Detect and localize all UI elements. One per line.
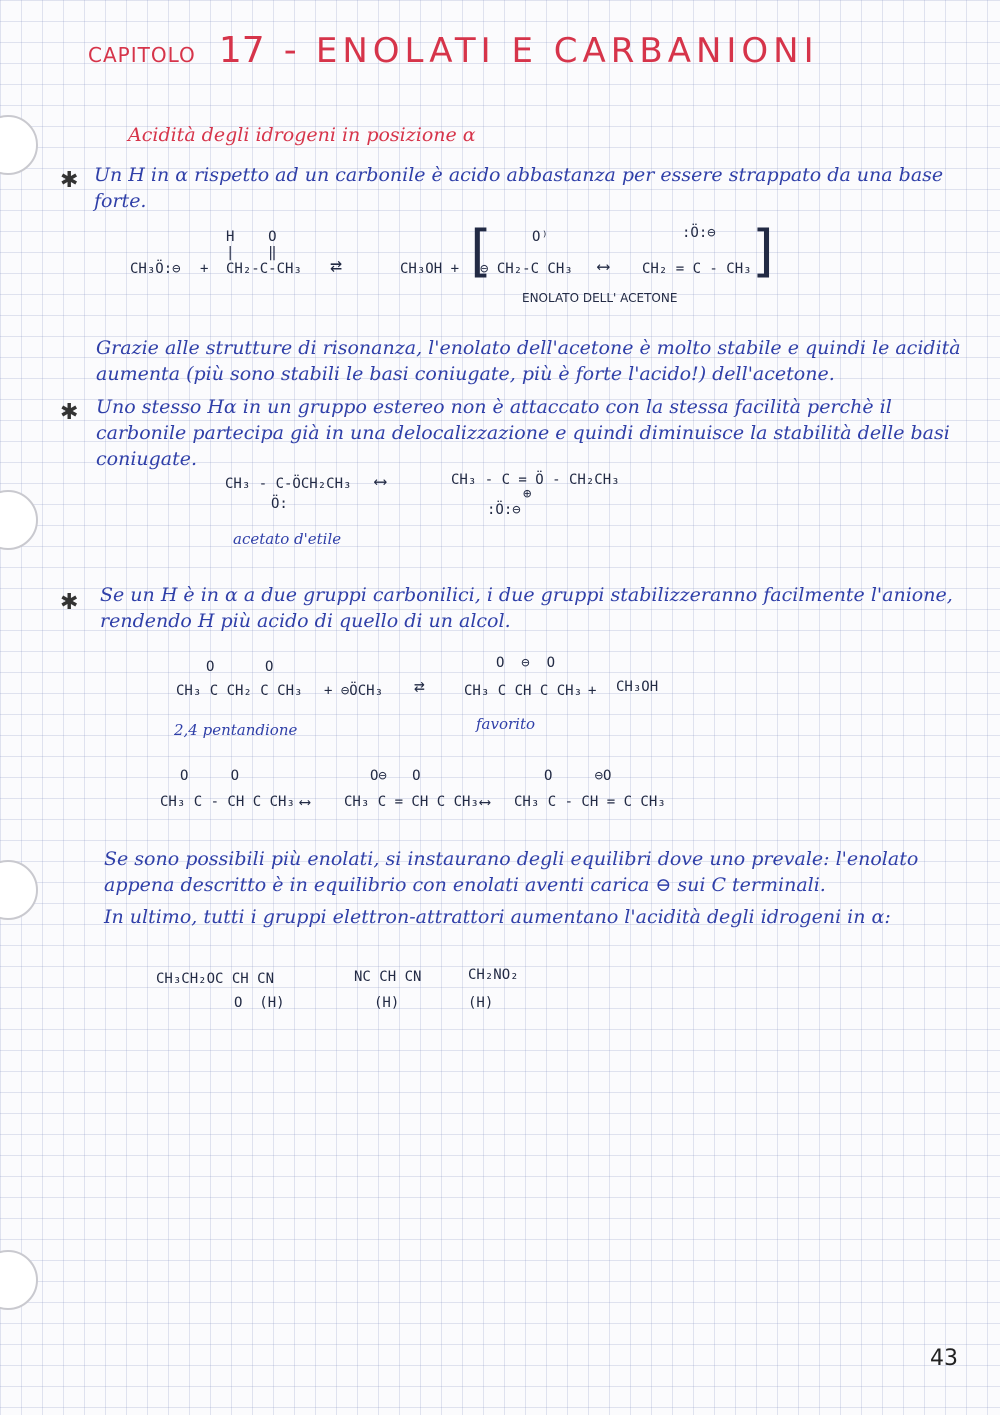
resonance-arrow-icon: ⟷ xyxy=(300,792,310,811)
dione-anion: CH₃ C CH C CH₃ xyxy=(464,683,583,699)
example-2-hydrogen: (H) xyxy=(374,995,400,1011)
resonance-1-top: O⁾ xyxy=(532,229,549,245)
acetone-bonds: | ‖ xyxy=(226,245,277,261)
resonance-arrow-icon: ⟷ xyxy=(480,792,490,811)
example-malononitrile: NC CH CN xyxy=(354,969,422,985)
ester-2-oxygen: :Ö:⊖ xyxy=(487,502,521,518)
binder-hole xyxy=(0,490,38,550)
reaction-2 xyxy=(225,462,645,552)
chapter-title: ENOLATI E CARBANIONI xyxy=(315,31,819,71)
asterisk-bullet-icon: ✱ xyxy=(60,168,79,193)
resonance-b-top: O⊖ O xyxy=(370,768,421,784)
example-ester-nitrile: CH₃CH₂OC CH CN xyxy=(156,971,275,987)
chapter-header xyxy=(88,30,819,71)
ethyl-acetate-caption: acetato d'etile xyxy=(233,530,342,548)
resonance-a-top: O O xyxy=(180,768,240,784)
plus-sign: + xyxy=(200,261,209,277)
methoxide-reagent: + ⊖ÖCH₃ xyxy=(324,683,384,699)
resonance-a: CH₃ C - CH C CH₃ xyxy=(160,794,295,810)
example-3-hydrogen: (H) xyxy=(468,995,494,1011)
resonance-b: CH₃ C = CH C CH₃ xyxy=(344,794,479,810)
resonance-arrow-icon: ⟷ xyxy=(375,471,386,492)
acetone: CH₂-C-CH₃ xyxy=(226,261,302,277)
enolate-caption: ENOLATO DELL' ACETONE xyxy=(522,291,678,305)
resonance-c: CH₃ C - CH = C CH₃ xyxy=(514,794,666,810)
resonance-c-top: O ⊖O xyxy=(544,768,612,784)
example-1-hydrogen: O (H) xyxy=(234,995,285,1011)
resonance-2-top: :Ö:⊖ xyxy=(682,225,716,241)
reaction-4 xyxy=(160,768,666,818)
chapter-label: CAPITOLO xyxy=(88,43,196,67)
binder-hole xyxy=(0,115,38,175)
paragraph-3: In ultimo, tutti i gruppi elettron-attrattori aumentano l'acidità degli idrogeni in α: xyxy=(104,906,891,928)
plus-sign: + xyxy=(588,683,597,699)
methanol: CH₃OH + xyxy=(400,261,460,277)
ester-1: CH₃ - C-ÖCH₂CH₃ xyxy=(225,476,352,492)
anion-top: O ⊖ O xyxy=(496,655,556,671)
ester-2: CH₃ - C = Ö - CH₂CH₃ xyxy=(451,472,620,488)
page-number: 43 xyxy=(930,1346,958,1371)
resonance-arrow-icon: ⟷ xyxy=(598,256,609,277)
bracket-right-icon: ] xyxy=(752,219,774,284)
example-nitromethane: CH₂NO₂ xyxy=(468,967,519,983)
pentanedione-caption: 2,4 pentandione xyxy=(174,721,298,739)
bullet-2-text: Uno stesso Hα in un gruppo estereo non è attaccato con la stessa facilità perchè il carbonile partecipa già in una delocalizzazione e quindi diminuisce la stabilità delle basi coniugate. xyxy=(96,396,950,470)
ester-1-oxygen: Ö: xyxy=(271,496,288,512)
ewg-examples xyxy=(156,965,576,1025)
asterisk-bullet-icon: ✱ xyxy=(60,400,79,425)
pentanedione: CH₃ C CH₂ C CH₃ xyxy=(176,683,303,699)
methanol: CH₃OH xyxy=(616,679,659,695)
bullet-3-text: Se un H è in α a due gruppi carbonilici, i due gruppi stabilizzeranno facilmente l'anione, rendendo H più acido di quello di un alcol. xyxy=(100,584,953,632)
chapter-number: 17 xyxy=(218,30,265,71)
methoxide: CH₃Ö:⊖ xyxy=(130,261,181,277)
section-title: Acidità degli idrogeni in posizione α xyxy=(128,124,476,146)
bullet-1-text: Un H in α rispetto ad un carbonile è acido abbastanza per essere strappato da una base forte. xyxy=(94,164,944,212)
paragraph-2: Se sono possibili più enolati, si instaurano degli equilibri dove uno prevale: l'enolato appena descritto è in equilibrio con enolati aventi carica ⊖ sui C terminali. xyxy=(104,848,919,896)
binder-hole xyxy=(0,860,38,920)
positive-charge-icon: ⊕ xyxy=(523,486,532,502)
acetone-top: H O xyxy=(226,229,277,245)
equilibrium-arrow-icon: ⇄ xyxy=(414,676,425,697)
favored-caption: favorito xyxy=(476,715,536,733)
dione-top: O O xyxy=(206,659,274,675)
bracket-left-icon: [ xyxy=(470,219,492,284)
resonance-2: CH₂ = C - CH₃ xyxy=(642,261,752,277)
equilibrium-arrow-icon: ⇄ xyxy=(330,253,343,277)
asterisk-bullet-icon: ✱ xyxy=(60,590,79,615)
paragraph-1: Grazie alle strutture di risonanza, l'enolato dell'acetone è molto stabile e quindi le acidità aumenta (più sono stabili le basi coniugate, più è forte l'acido!) dell'acetone. xyxy=(96,337,961,385)
chapter-dash: - xyxy=(283,30,297,71)
reaction-3 xyxy=(176,655,696,745)
binder-hole xyxy=(0,1250,38,1310)
resonance-1: ⊖ CH₂-C CH₃ xyxy=(480,261,573,277)
reaction-1 xyxy=(130,219,780,310)
